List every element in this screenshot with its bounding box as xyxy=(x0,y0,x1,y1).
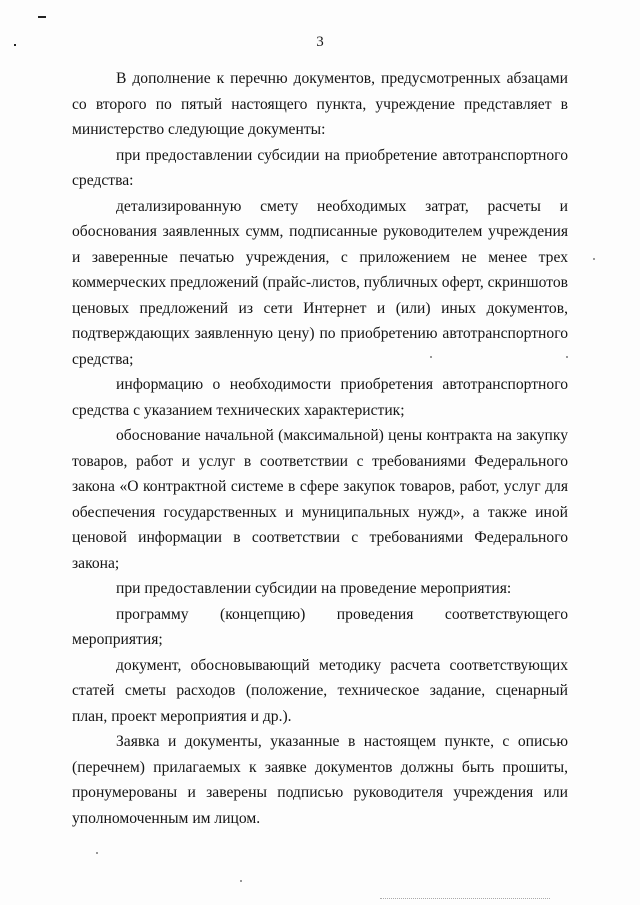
paragraph-event-program: программу (концепцию) проведения соответствующего мероприятия; xyxy=(72,605,568,648)
paragraph-vehicle-necessity: информацию о необходимости приобретения автотранспортного средства с указанием технических характеристик; xyxy=(72,376,568,419)
scan-speck xyxy=(96,852,98,854)
paragraph-calculation-method: документ, обосновывающий методику расчета соответствующих статей сметы расходов (положение, техническое задание, сценарный план, проект мероприятия и др.). xyxy=(72,656,568,725)
scan-mark xyxy=(38,16,46,18)
page-number: 3 xyxy=(316,34,324,50)
paragraph-intro: В дополнение к перечню документов, предусмотренных абзацами со второго по пятый настоящего пункта, учреждение представляет в министерство следующие документы: xyxy=(72,70,568,138)
scan-speck xyxy=(240,880,242,882)
paragraph-submission-requirements: Заявка и документы, указанные в настоящем пункте, с описью (перечнем) прилагаемых к заявке документов должны быть прошиты, пронумерованы и заверены подписью руководителя учреждения или уполномоченным им лицом. xyxy=(72,733,568,827)
scan-speck xyxy=(566,356,568,358)
paragraph-price-justification: обоснование начальной (максимальной) цены контракта на закупку товаров, работ и услуг в соответствии с требованиями Федерального закона «О контрактной системе в сфере закупок товаров, работ, услуг для обеспечения государственных и муниципальных нужд», а также иной ценовой информации в соответствии с требованиями Федерального закона; xyxy=(72,427,568,572)
scan-speck xyxy=(593,258,595,260)
paragraph-event-subsidy: при предоставлении субсидии на проведение мероприятия: xyxy=(116,580,512,597)
paragraph-cost-estimate: детализированную смету необходимых затрат, расчеты и обоснования заявленных сумм, подписанные руководителем учреждения и заверенные печатью учреждения, с приложением не менее трех коммерческих предложений (прайс-листов, публичных оферт, скриншотов ценовых предложений из сети Интернет и (или) иных документов, подтверждающих заявленную цену) по приобретению автотранспортного средства; xyxy=(72,197,568,368)
paragraph-vehicle-subsidy: при предоставлении субсидии на приобретение автотранспортного средства: xyxy=(72,146,568,189)
document-body xyxy=(72,66,568,831)
scan-speck xyxy=(430,356,432,358)
scan-noise xyxy=(380,898,550,900)
